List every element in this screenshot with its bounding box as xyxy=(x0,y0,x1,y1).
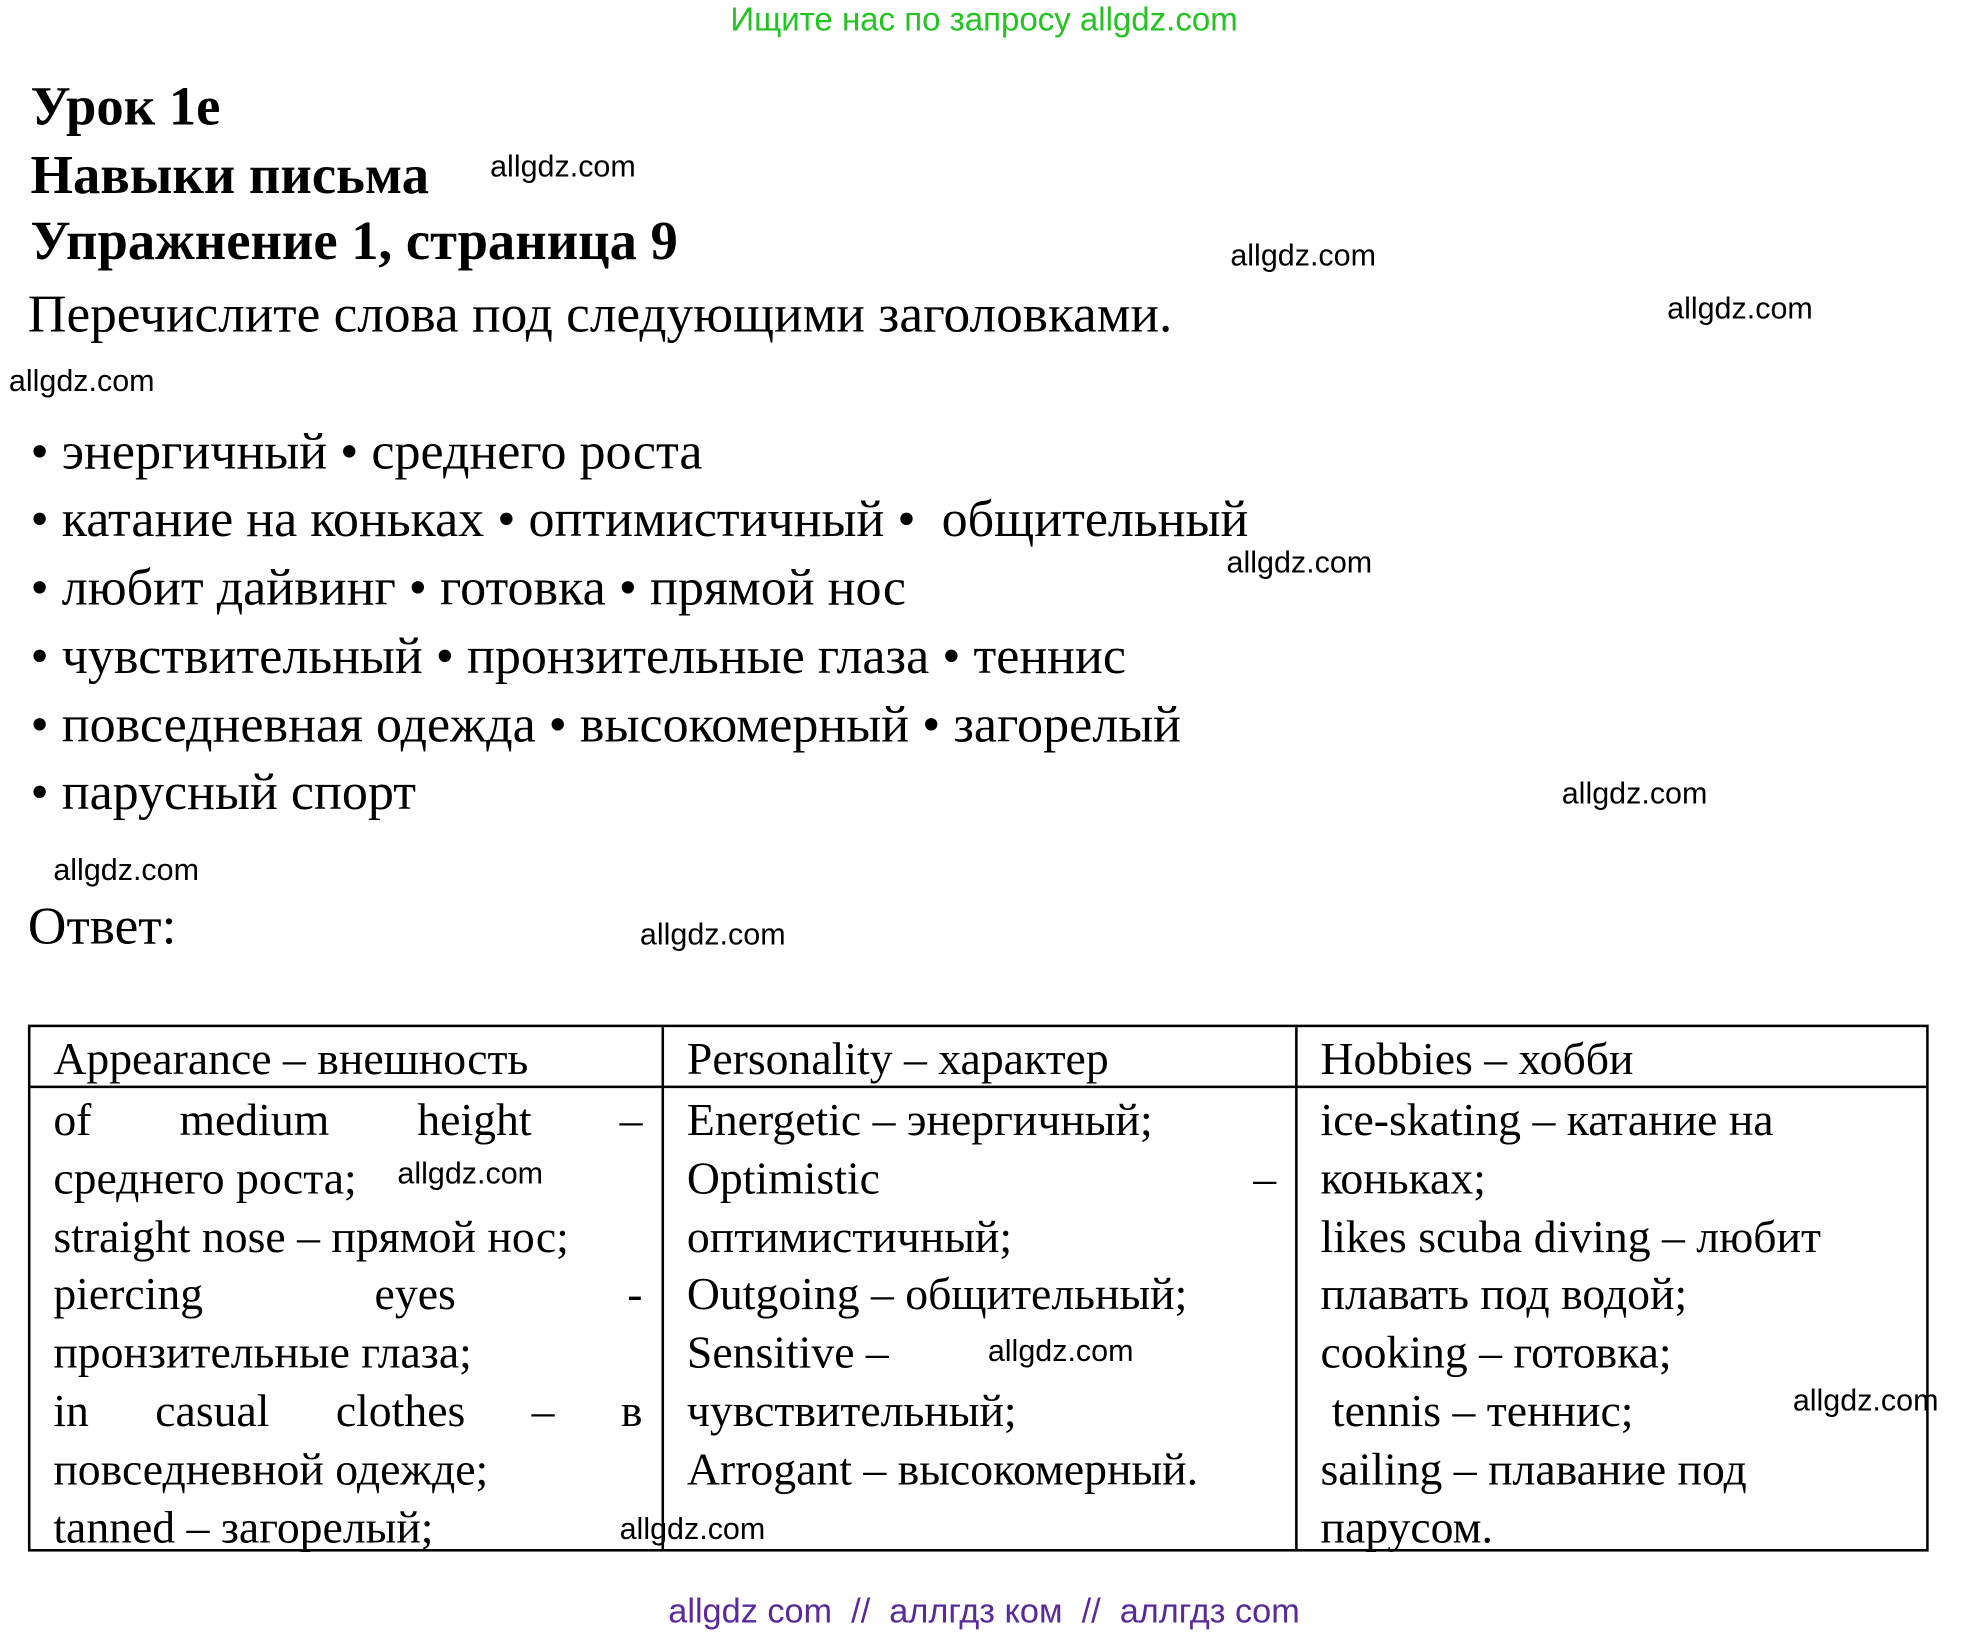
watermark: allgdz.com xyxy=(987,1334,1134,1369)
bullet-line: • чувствительный • пронзительные глаза • теннис xyxy=(30,625,1127,685)
lesson-title: Урок 1e xyxy=(30,77,221,138)
cell-line: tanned – загорелый; xyxy=(53,1501,434,1553)
cell-line: cooking – готовка; xyxy=(1320,1327,1672,1378)
cell-line: straight nose – прямой нос; xyxy=(53,1210,569,1262)
cell-line: Optimistic – xyxy=(686,1152,1277,1204)
watermark: allgdz.com xyxy=(1561,777,1708,812)
bullet-line: • катание на коньках • оптимистичный • общительный xyxy=(30,488,1249,548)
cell-line: Arrogant – высокомерный. xyxy=(686,1443,1199,1495)
cell-line: плавать под водой; xyxy=(1320,1268,1688,1320)
cell-line: sailing – плавание под xyxy=(1320,1443,1747,1495)
cell-line: Outgoing – общительный; xyxy=(686,1268,1188,1320)
exercise-title: Упражнение 1, страница 9 xyxy=(30,212,678,272)
cell-line: оптимистичный; xyxy=(686,1210,1013,1262)
watermark: allgdz.com xyxy=(397,1156,544,1191)
cell-line: повседневной одежде; xyxy=(53,1443,489,1495)
instruction: Перечислите слова под следующими заголовками. xyxy=(27,285,1173,345)
watermark: allgdz.com xyxy=(1230,238,1376,273)
cell-line: likes scuba diving – любит xyxy=(1320,1210,1821,1262)
bullet-line: • энергичный • среднего роста xyxy=(30,421,703,480)
bullet-line: • любит дайвинг • готовка • прямой нос xyxy=(30,557,906,616)
header-appearance: Appearance – внешность xyxy=(53,1033,529,1085)
search-banner: Ищите нас по запросу allgdz.com xyxy=(730,0,1238,39)
cell-line: Sensitive – xyxy=(686,1327,889,1378)
watermark: allgdz.com xyxy=(639,917,786,953)
cell-line: of medium height – xyxy=(53,1094,643,1146)
watermark: allgdz.com xyxy=(490,149,636,185)
cell-line: ice-skating – катание на xyxy=(1320,1094,1774,1146)
cell-line: Energetic – энергичный; xyxy=(686,1094,1153,1146)
header-hobbies: Hobbies – хобби xyxy=(1320,1033,1634,1085)
cell-line: piercing eyes - xyxy=(53,1268,643,1320)
bullet-line: • повседневная одежда • высокомерный • загорелый xyxy=(30,694,1182,753)
watermark: allgdz.com xyxy=(619,1512,766,1547)
column-divider xyxy=(1295,1027,1298,1549)
watermark: allgdz.com xyxy=(8,364,155,399)
personality-column xyxy=(687,1027,1276,1495)
watermark: allgdz.com xyxy=(1667,292,1813,327)
watermark: allgdz.com xyxy=(53,853,199,888)
appearance-column xyxy=(53,1027,642,1553)
column-divider xyxy=(662,1027,665,1549)
watermark: allgdz.com xyxy=(1226,545,1373,581)
cell-line: парусом. xyxy=(1320,1501,1493,1553)
cell-line: tennis – теннис; xyxy=(1320,1385,1634,1437)
cell-line: коньках; xyxy=(1320,1152,1486,1204)
cell-line: пронзительные глаза; xyxy=(53,1327,472,1378)
answer-label: Ответ: xyxy=(27,897,177,957)
watermark: allgdz.com xyxy=(1792,1383,1939,1419)
footer-links: allgdz com // аллгдз ком // аллгдз com xyxy=(668,1592,1300,1631)
bullet-line: • парусный спорт xyxy=(30,761,416,821)
section-title: Навыки письма xyxy=(30,146,430,206)
cell-line: in casual clothes – в xyxy=(53,1385,643,1437)
answer-table xyxy=(28,1025,1929,1552)
header-personality: Personality – характер xyxy=(686,1033,1109,1085)
hobbies-column xyxy=(1320,1027,1917,1553)
cell-line: среднего роста; xyxy=(53,1152,357,1204)
cell-line: чувствительный; xyxy=(686,1385,1017,1437)
